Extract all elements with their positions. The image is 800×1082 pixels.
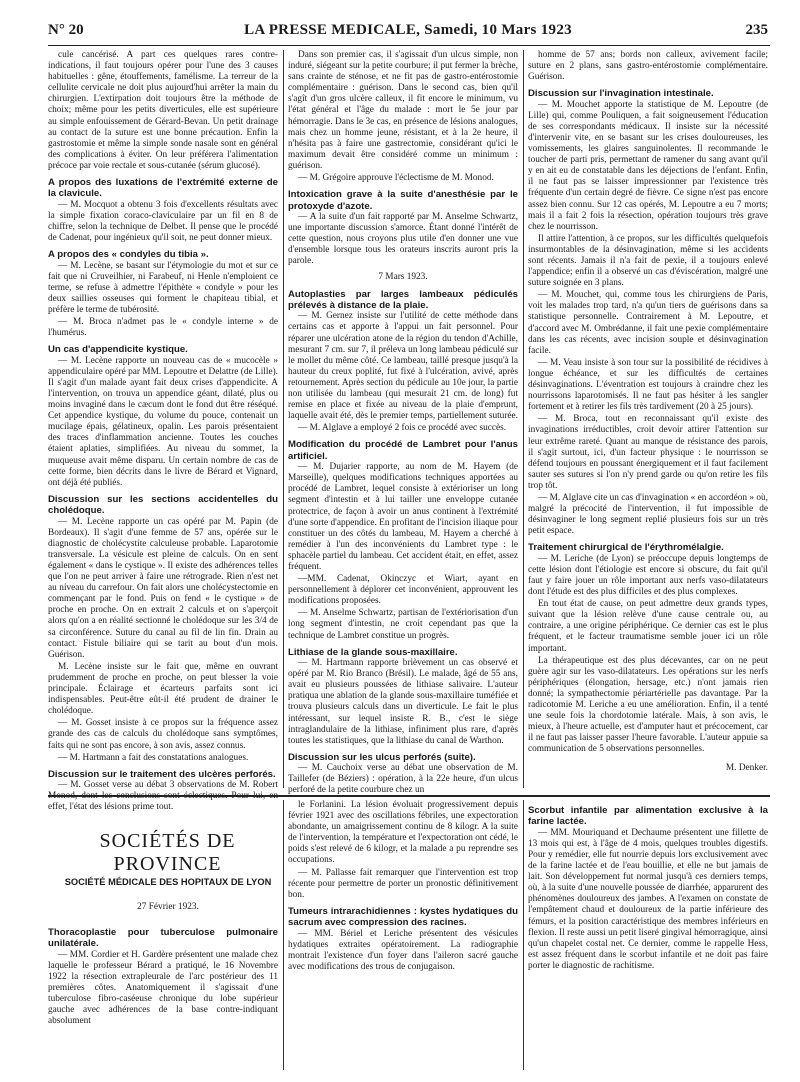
paragraph: — A la suite d'un fait rapporté par M. Anselme Schwartz, une importante discussion s'amorce. Étant donné l'intérêt de cette question, nous croyons plus utile d'en donner une vue d'ensemble lorsque tous les orateurs inscrits auront pris la parole. — [288, 211, 518, 267]
column-separator — [523, 50, 524, 788]
paragraph: — M. Hartmann a fait des constatations analogues. — [58, 752, 249, 763]
article-heading: Intoxication grave à la suite d'anesthésie par le protoxyde d'azote. — [288, 189, 518, 212]
article-heading: Discussion sur l'invagination intestinale. — [528, 88, 714, 100]
paragraph: — M. Gosset verse au débat 3 observations de M. Robert Monod, dont les conclusions sont éclectiques. Pour lui, en effet, l'état des lésions prime tout. — [48, 780, 278, 813]
paragraph: — M. Pallasse fait remarquer que l'intervention est trop récente pour permettre de porter un pronostic définitivement bon. — [288, 867, 518, 900]
top-column-1 — [48, 50, 278, 814]
paragraph: — M. Lecène rapporte un cas opéré par M. Papin (de Bordeaux). Il s'agit d'une femme de 57 ans, opérée sur le diagnostic de cholécystite calculeuse probable. Laparotomie transversale. La vésicule est pleine de calculs. On en sent également « dans le cystique ». Il existe des adhérences telles que l'on ne peut arriver à faire une rétrograde. Rien n'est net au niveau du carrefour. On fait alors une cholécystectomie en commençant par le fond. Puis on fend « le cystique » de proche en proche. On en extrait 2 calculs et on s'aperçoit alors qu'on a en réalité sectionné le cholédoque sur les 3/4 de sa circonférence. Suture du canal au fil de lin fin. Drain au contact. Fistule biliaire qui se tarit au bout d'un mois. Guérison. — [48, 516, 278, 660]
article-heading: Autoplasties par larges lambeaux pédiculés prélevés à distance de la plaie. — [288, 288, 518, 311]
paragraph: — M. Hartmann rapporte brièvement un cas observé et opéré par M. Rio Branco (Brésil). Le malade, âgé de 55 ans, avait eu plusieurs poussées de lithiase salivaire. L'auteur pratiqua une ablation de la glande sous-maxillaire tuméfiée et trouva plusieurs calculs dans un diverticule. Le fait le plus intéressant, sur lequel insiste R. B., c'est le siège intraglandulaire de la lithiase, infiniment plus rare, d'après toutes les statistiques, que la lithiase du canal de Warthon. — [288, 658, 518, 746]
column-separator — [283, 50, 284, 788]
article-heading: Discussion sur le traitement des ulcères perforés. — [48, 768, 276, 780]
session-date: 27 Février 1923. — [137, 902, 199, 912]
article-heading: Traitement chirurgical de l'érythromélalgie. — [528, 542, 724, 554]
paragraph: —MM. Cadenat, Okinczyc et Wiart, ayant en personnellement à déplorer cet inconvénient, approuvent les modifications proposées. — [288, 574, 518, 607]
paragraph: — M. Anselme Schwartz, partisan de l'extériorisation d'un long segment d'intestin, ne croit cependant pas que la technique de Lambret constitue un progrès. — [288, 608, 518, 641]
paragraph: — M. Broca n'admet pas le « condyle interne » de l'humérus. — [48, 317, 278, 339]
paragraph: — MM. Bériel et Leriche présentent des vésicules hydatiques extraites opératoirement. La radiographie montrait l'existence d'un foyer dans l'aileron sacré gauche avec modifications des trous de conjugaison. — [288, 928, 518, 972]
paragraph: — M. Dujarier rapporte, au nom de M. Hayem (de Marseille), quelques modifications techniques apportées au procédé de Lambret, lequel consiste à extérioriser un long segment d'intestin et à lui tailler une enveloppe cutanée protectrice, de façon à avoir un anus continent à l'extrémité d'une sorte d'appendice. En profitant de l'incision iliaque pour constituer un des côtés du lambeau, M. Hayem a cherché à remédier à l'un des inconvénients du Lambret type : le sphacèle partiel du lambeau. Cet accident était, en effet, assez fréquent. — [288, 462, 518, 572]
column-separator — [283, 800, 284, 1070]
top-column-3 — [528, 50, 768, 776]
paragraph: Dans son premier cas, il s'agissait d'un ulcus simple, non induré, siégeant sur la petite courbure; il put fermer la brèche, sans crainte de sténose, et ne fit pas de gastro-entérostomie complémentaire : guérison. Dans le second cas, bien qu'il s'agît d'un gros ulcère calleux, il fit encore le minimum, vu l'état général et l'âge du malade : mort le 5e jour par hémorragie. Dans le 3e cas, en présence de lésions analogues, mais chez un homme jeune, résistant, et à la 2e heure, il n'hésita pas à faire une gastrectomie, considérant qu'ici le maximum devait être considéré comme un minimum : guérison. — [288, 50, 518, 171]
paragraph: — M. Broca, tout en reconnaissant qu'il existe des invaginations irréductibles, croit devoir attirer l'attention sur leur extrême rareté. Quant au manque de résistance des parois, il s'agit surtout, ici, d'un facteur physique : le nourrisson se défend toujours en poussant énergiquement et il faut facilement sauter ses sutures si l'on n'y prend garde ou qu'on retire les fils trop tôt. — [528, 414, 768, 491]
journal-title: LA PRESSE MEDICALE, Samedi, 10 Mars 1923 — [244, 22, 572, 38]
paragraph: — M. Veau insiste à son tour sur la possibilité de récidives à longue échéance, et sur les difficultés de certaines désinvaginations. L'éventration est toujours à craindre chez les nourrissons laparotomisés. Il ne faut pas hésiter à les sangler fortement et à retirer les fils très tardivement (20 à 25 jours). — [528, 357, 768, 413]
paragraph: homme de 57 ans; bords non calleux, avivement facile; suture en 2 plans, sans gastro-entérostomie complémentaire. Guérison. — [528, 50, 768, 83]
article-heading: A propos des luxations de l'extrémité externe de la clavicule. — [48, 177, 278, 200]
article-heading: Discussion sur les ulcus perforés (suite). — [288, 751, 476, 763]
bottom-column-3 — [528, 800, 768, 973]
article-heading: Un cas d'appendicite kystique. — [48, 344, 188, 356]
paragraph: — M. Gosset insiste à ce propos sur la fréquence assez grande des cas de calculs du cholédoque sans symptômes, faits qui ne sont pas encore, à son avis, assez connus. — [48, 718, 278, 751]
paragraph: — M. Lecène, se basant sur l'étymologie du mot et sur ce fait que ni Cruveilhier, ni Farabeuf, ni Henle n'emploient ce terme, se refuse à admettre l'épithète « condyle » pour les deux saillies osseuses qui forment le chapiteau tibial, et préfère le terme de tubérosité. — [48, 260, 278, 315]
paragraph: — M. Alglave a employé 2 fois ce procédé avec succès. — [298, 423, 507, 434]
session-date: 7 Mars 1923. — [378, 272, 428, 283]
paragraph: — M. Grégoire approuve l'éclectisme de M. Monod. — [298, 173, 494, 184]
article-heading: Scorbut infantile par alimentation exclusive à la farine lactée. — [528, 805, 768, 828]
paragraph: La thérapeutique est des plus décevantes, car on ne peut guère agir sur les vaso-dilatateurs. Les opérations sur les nerfs périphériques (élongation, hersage, etc.) n'ont jamais rien donné; la sympathectomie périartérielle pas davantage. Par la radicotomie M. Leriche a eu une amélioration. Enfin, il a tenté une seule fois la chordotomie latérale. Mais, à son avis, le mieux, à l'heure actuelle, est d'amputer haut et précocement, car il ne faut pas laisser passer l'heure favorable. L'auteur appuie sa communication de 5 observations personnelles. — [528, 655, 768, 755]
paragraph: — MM. Cordier et H. Gardère présentent une malade chez laquelle le professeur Bérard a pratiqué, le 16 Novembre 1922 la résection extrapleurale de l'arc postérieur des 11 premières côtes. Anatomiquement il s'agissait d'une tuberculose fibro-caséeuse chronique du lobe supérieur gauche avec adhérences de la base contre-indiquant absolument — [48, 949, 278, 1027]
article-heading: Tumeurs intrarachidiennes : kystes hydatiques du sacrum avec compression des racines. — [288, 905, 518, 929]
page-number: 235 — [745, 22, 768, 38]
bottom-column-2 — [288, 800, 518, 974]
paragraph: — M. Alglave cite un cas d'invagination « en accordéon » où, malgré la précocité de l'intervention, il fut impossible de désinvaginer le long segment replié plusieurs fois sur un très petit espace. — [528, 492, 768, 537]
paragraph: M. Lecène insiste sur le fait que, même en ouvrant prudemment de proche en proche, on peut blesser la voie principale. Éclairage et écarteurs parfaits sont ici indispensables. Peut-être eût-il été prudent de drainer le cholédoque. — [48, 661, 278, 717]
article-heading: Lithiase de la glande sous-maxillaire. — [288, 646, 458, 658]
bottom-column-1 — [48, 922, 278, 1028]
page-header — [48, 22, 768, 42]
paragraph: — M. Gernez insiste sur l'utilité de cette méthode dans certains cas et apporte à l'appui un fait personnel. Pour réparer une ulcération atone de la région du tendon d'Achille, mesurant 7 cm. sur 7, il préleva un long lambeau pédiculé sur le mollet du même côté. Ce lambeau, taillé presque jusqu'à la hauteur du creux poplité, fut fixé à l'ulcération, avivé, après retournement. Après section du pédicule au 10e jour, la partie non utilisée du lambeau (qui mesurait 21 cm. de long) fut remise en place et fixée au niveau de la plaie d'emprunt, laquelle avait été, dès le premier temps, partiellement suturée. — [288, 311, 519, 422]
issue-number: N° 20 — [48, 22, 84, 38]
paragraph: le Forlanini. La lésion évoluait progressivement depuis février 1921 avec des oscillations fébriles, une expectoration abondante, un amaigrissement continu de 8 kilogr. A la suite de l'intervention, la température et l'expectoration ont cédé, le poids s'est relevé de 6 kilogr, et la malade a pu reprendre ses occupations. — [288, 800, 518, 866]
article-heading: A propos des « condyles du tibia ». — [48, 249, 209, 261]
paragraph: En tout état de cause, on peut admettre deux grands types, suivant que la lésion relève d'une cause centrale ou, au contraire, a une origine périphérique. Ce dernier cas est le plus fréquent, et le facteur traumatisme semble jouer ici un rôle important. — [528, 599, 768, 654]
section-rule — [48, 795, 770, 797]
author-signature: M. Denker. — [725, 763, 768, 774]
paragraph: — M. Mouchet apporte la statistique de M. Lepoutre (de Lille) qui, comme Pouliquen, a fait soigneusement l'éducation de ses correspondants médicaux. Il insiste sur la nécessité d'intervenir vite, en se basant sur les crises douloureuses, les vomissements, les glaires sanguinolentes. Il recommande le toucher de parti pris, permettant de ramener du sang avant qu'il y en ait eu de constatable dans les déjections de l'enfant. Enfin, il ne faut pas se laisser impressionner par l'existence très fréquente d'un certain degré de fièvre. Ce signe n'est pas encore assez bien connu. Sur 12 cas opérés, M. Lepoutre a eu 7 morts; mais il a fait 2 fois la résection, opération toujours très grave chez le nourrisson. — [528, 99, 768, 232]
article-heading: Modification du procédé de Lambret pour l'anus artificiel. — [288, 439, 518, 462]
header-rule — [48, 45, 770, 46]
section-title: SOCIÉTÉS DE PROVINCE — [99, 830, 236, 875]
paragraph: — M. Mocquot a obtenu 3 fois d'excellents résultats avec la simple fixation coraco-claviculaire par un fil en 8 de chiffre, selon la technique de Delbet. Il pense que le procédé de Cadenat, pour ingénieux qu'il soit, ne peut donner mieux. — [48, 199, 278, 244]
paragraph: — M. Lecène rapporte un nouveau cas de « mucocèle » appendiculaire opéré par MM. Lepoutre et Delattre (de Lille). Il s'agit d'un malade ayant fait deux crises d'appendicite. A l'intervention, on trouva un appendice géant, dilaté, plus ou moins invaginé dans le cæcum dont le fond dut être réséqué. Cet appendice kystique, du volume du pouce, contenait un mucilage épais, gélatineux, opalin. Les parois présentaient des traces d'inflammation ancienne. Toutes les couches étaient aplaties, simplifiées. Au niveau du sommet, la muqueuse avait même disparu. Un certain nombre de cas de cette forme, bien décrits dans le livre de Bérard et Vignard, ont déjà été publiés. — [48, 355, 278, 488]
paragraph: — M. Mouchet, qui, comme tous les chirurgiens de Paris, voit les malades trop tard, n'a qu'un tiers de guérisons dans sa statistique personnelle. Contrairement à M. Lepoutre, et d'accord avec M. Ombrédanne, il fait une pexie complémentaire dans les cas récents, avec incision souple et désinvagination facile. — [528, 290, 768, 356]
paragraph: — M. Cauchoix verse au débat une observation de M. Taillefer (de Béziers) : opération, à la 22e heure, d'un ulcus perforé de la petite courbure chez un — [288, 763, 518, 796]
paragraph: Il attire l'attention, à ce propos, sur les difficultés quelquefois insurmontables de la désinvagination, même si les accidents sont récents. Jamais il n'a fait de pexie, il a toujours enlevé l'appendice; enfin il a observé un cas d'éviscération, malgré une suture soignée en 3 plans. — [528, 233, 768, 289]
article-heading: Thoracoplastie pour tuberculose pulmonaire unilatérale. — [48, 927, 278, 950]
column-separator — [523, 800, 524, 1070]
paragraph: cule cancérisé. A part ces quelques rares contre-indications, il faut toujours opérer pour l'une des 3 causes habituelles : gêne, étouffements, famélisme. La terreur de la cellulite cervicale ne doit plus aujourd'hui arrêter la main du chirurgien. L'extirpation doit toujours être la méthode de choix; même pour les petits diverticules, elle est supérieure au simple enfouissement de Gérard-Bevan. Un petit drainage au contact de la suture est une bonne précaution. Enfin la gastrostomie et même la simple sonde nasale sont en général des complications à éviter. On leur préférera l'alimentation précoce par voie rectale et sous-cutanée (sérum glucosé). — [48, 50, 278, 171]
society-name: SOCIÉTÉ MÉDICALE DES HOPITAUX DE LYON — [64, 877, 272, 887]
paragraph: — MM. Mouriquand et Dechaume présentent une fillette de 13 mois qui est, à l'âge de 4 mois, quelques troubles digestifs. Pour y remédier, elle fut nourrie depuis lors exclusivement avec de la farine lactée et de l'eau bouillie, et elle ne but jamais de lait. Son développement fut normal jusqu'à ces derniers temps, où, à la suite d'une nouvelle poussée de diarrhée, apparurent des phénomènes douloureux des jambes. A l'examen on constate de l'empâtement chaud et douloureux de la partie inférieure des fémurs, et la position caractéristique des membres inférieurs en flexion. Il reste aussi un petit liseré gingival hémorragique, ainsi qu'un chapelet costal net. Ce dernier, comme le rappelle Hess, est assez fréquent dans le scorbut infantile et ne doit pas faire porter le diagnostic de rachitisme. — [528, 827, 768, 971]
top-column-2 — [288, 50, 518, 798]
paragraph: — M. Leriche (de Lyon) se préoccupe depuis longtemps de cette lésion dont l'étiologie est encore si obscure, du fait qu'il faut y faire jouer un rôle important aux nerfs vaso-dilatateurs dont l'étude est des plus difficiles et des plus complexes. — [528, 553, 768, 598]
article-heading: Discussion sur les sections accidentelles du cholédoque. — [48, 493, 278, 517]
